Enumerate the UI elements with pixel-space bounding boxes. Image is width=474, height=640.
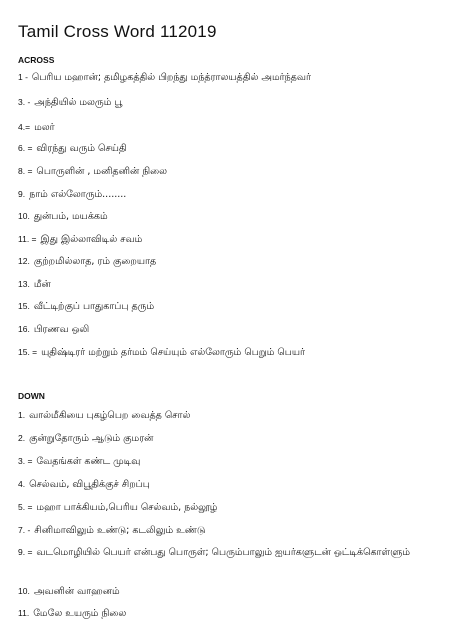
across-clue (18, 345, 305, 360)
across-clue (18, 209, 108, 224)
clue-number: 15. (18, 301, 30, 311)
page-title: Tamil Cross Word 112019 (18, 22, 217, 41)
clue-text: குற்றமில்லாத, ரம் குறையாத (33, 256, 157, 267)
down-clue (18, 477, 150, 492)
clue-text: வீட்டிற்குப் பாதுகாப்பு தரும் (33, 301, 155, 312)
clue-number: 3. - (18, 97, 31, 107)
clue-text: சினிமாவிலும் உண்டு; கடலிலும் உண்டு (34, 525, 206, 536)
across-clue (18, 164, 167, 179)
across-clue (18, 70, 311, 85)
down-heading: DOWN (18, 391, 45, 401)
clue-text: வேதங்கள் கண்ட முடிவு (36, 456, 141, 467)
across-clue (18, 322, 89, 337)
clue-number: 4.= (18, 122, 31, 132)
clue-text: மஹா பாக்கியம்,பெரிய செல்வம், நல்லூழ் (36, 502, 218, 513)
clue-text: நாம் எல்லோரும்........ (29, 189, 127, 200)
clue-number: 10. (18, 211, 30, 221)
down-clue (18, 584, 120, 599)
across-clue (18, 299, 154, 314)
clue-text: அவனின் வாஹனம் (33, 586, 120, 597)
clue-text: அந்தியில் மலரும் பூ (34, 97, 123, 108)
clue-text: மீன் (33, 279, 51, 290)
clue-text: வடமொழியில் பெயர் என்பது பொருள்; பெரும்பாலும் ஐயர்களுடன் ஒட்டிக்கொள்ளும் (36, 547, 410, 558)
clue-text: செல்வம், விபூதிக்குச் சிறப்பு (29, 479, 150, 490)
clue-number: 5. = (18, 502, 33, 512)
clue-number: 1 - (18, 72, 28, 82)
clue-number: 15. = (18, 347, 38, 357)
clue-number: 8. = (18, 166, 33, 176)
clue-text: இது இல்லாவிடில் சவம் (40, 234, 143, 245)
clue-text: துன்பம், மயக்கம் (33, 211, 108, 222)
down-clue (18, 500, 217, 515)
clue-number: 4. (18, 479, 26, 489)
down-clue (18, 408, 190, 423)
down-clue (18, 606, 126, 621)
across-clue (18, 277, 51, 292)
across-clue (18, 120, 55, 135)
down-clue (18, 431, 153, 446)
down-clue (18, 523, 205, 538)
clue-number: 11. = (18, 234, 37, 244)
clue-number: 13. (18, 279, 30, 289)
clue-text: பெரிய மஹான்; தமிழகத்தில் பிறந்து மந்த்ராலயத்தில் அமர்ந்தவர் (31, 72, 311, 83)
clue-text: பொருளின் , மனிதனின் நிலை (36, 166, 167, 177)
clue-number: 9. = (18, 547, 33, 557)
clue-number: 12. (18, 256, 30, 266)
down-clue (18, 454, 140, 469)
across-clue (18, 95, 122, 110)
across-clue (18, 141, 127, 156)
across-heading: ACROSS (18, 55, 55, 65)
clue-number: 9. (18, 189, 26, 199)
clue-number: 2. (18, 433, 26, 443)
across-clue (18, 232, 142, 247)
clue-text: குன்றுதோரும் ஆடும் குமரன் (29, 433, 154, 444)
clue-text: பிரணவ ஒலி (33, 324, 90, 335)
across-clue (18, 254, 156, 269)
clue-text: மேலே உயரும் நிலை (33, 608, 127, 619)
down-clue (18, 545, 458, 560)
clue-text: வால்மீகியை புகழ்பெற வைத்த சொல் (29, 410, 191, 421)
across-clue (18, 187, 126, 202)
clue-text: விரந்து வரும் செய்தி (36, 143, 127, 154)
clue-number: 16. (18, 324, 30, 334)
clue-number: 11. (18, 608, 30, 618)
clue-number: 3. = (18, 456, 33, 466)
clue-text: யுதிஷ்டிரர் மற்றும் தர்மம் செய்யும் எல்லோரும் பெறும் பெயர் (41, 347, 305, 358)
clue-number: 7. - (18, 525, 31, 535)
clue-text: மலர் (34, 122, 55, 133)
clue-number: 6. = (18, 143, 33, 153)
clue-number: 1. (18, 410, 26, 420)
clue-number: 10. (18, 586, 30, 596)
